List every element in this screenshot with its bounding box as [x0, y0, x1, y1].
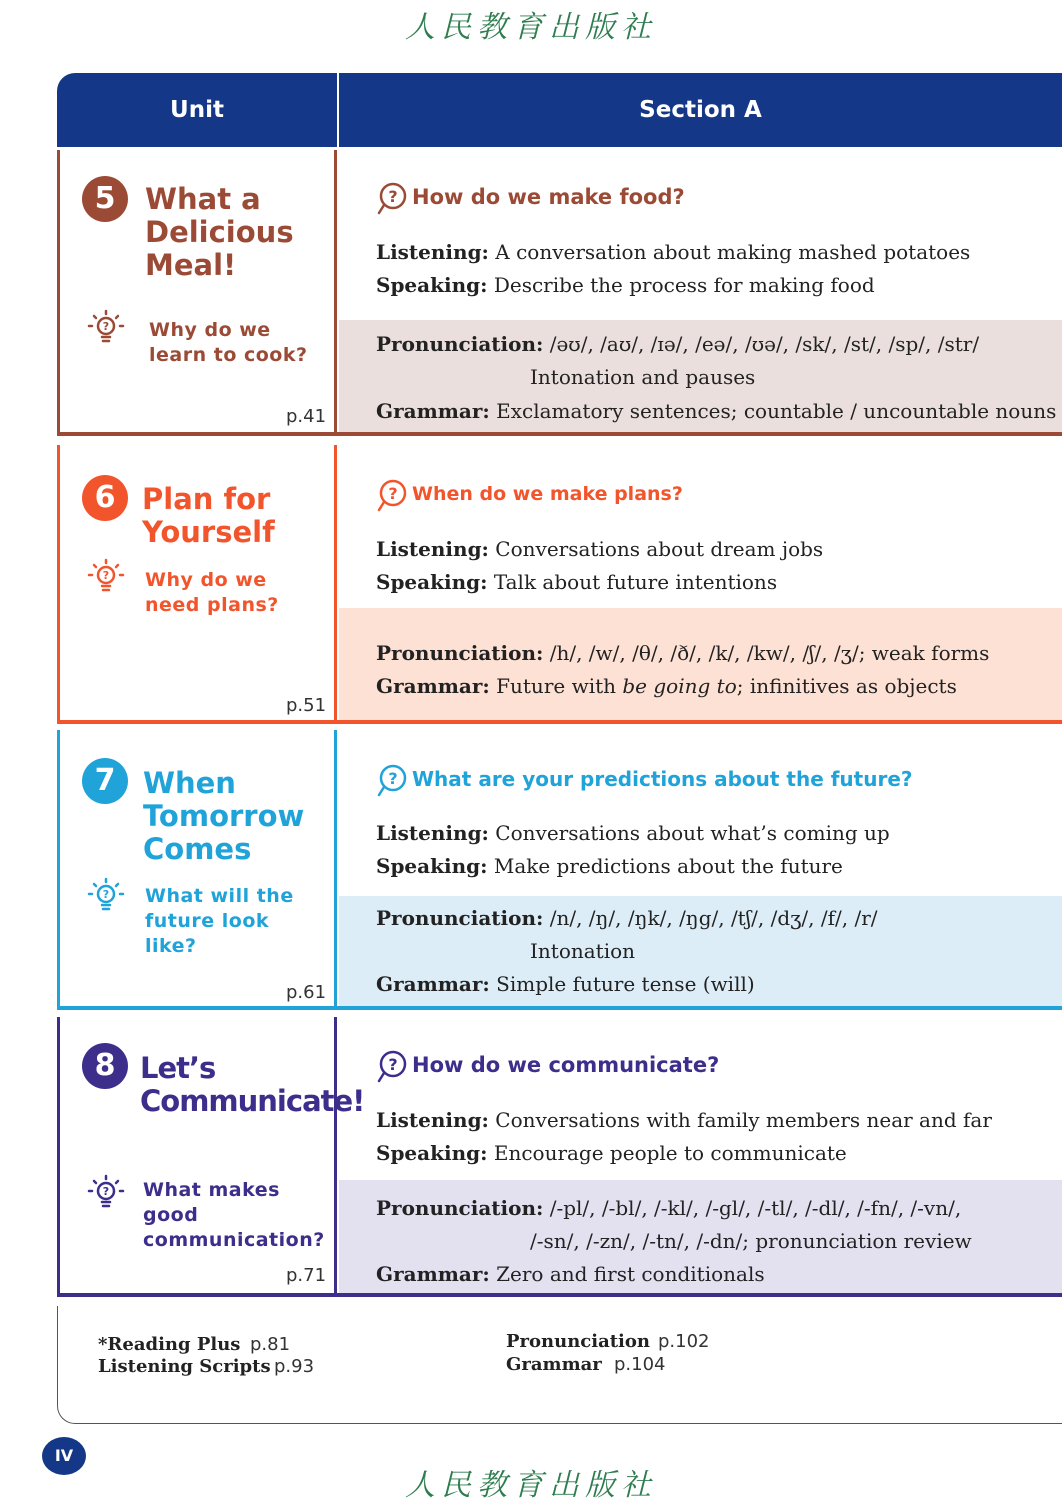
pronunciation-appendix-page: p.102 [658, 1331, 710, 1352]
unit-why-question: What will the future look like? [145, 885, 294, 957]
listening-scripts-label: Listening Scripts [98, 1356, 271, 1377]
grammar-line: Grammar: Simple future tense (will) [376, 972, 755, 996]
unit-7-row [57, 730, 1062, 1010]
listening-line: Listening: Conversations about what’s coming up [376, 821, 890, 845]
question-icon [375, 478, 409, 512]
pronunciation-line-2: /-sn/, /-zn/, /-tn/, /-dn/; pronunciation review [530, 1229, 972, 1253]
speaking-line: Speaking: Make predictions about the future [376, 854, 843, 878]
section-question: When do we make plans? [412, 483, 683, 505]
pronunciation-line: Pronunciation: /-pl/, /-bl/, /-kl/, /-gl/, /-tl/, /-dl/, /-fn/, /-vn/, [376, 1196, 962, 1220]
unit-8-row [57, 1017, 1062, 1297]
unit-5-row [57, 150, 1062, 436]
listening-line: Listening: Conversations with family members near and far [376, 1108, 992, 1132]
unit-page-number: p.51 [286, 695, 327, 716]
question-icon [375, 763, 409, 797]
listening-line: Listening: A conversation about making mashed potatoes [376, 240, 971, 264]
unit-page-number: p.61 [286, 982, 327, 1003]
svg-text:?: ? [102, 888, 110, 901]
section-question: What are your predictions about the future? [412, 767, 913, 791]
unit-number-badge: 6 [82, 475, 128, 521]
svg-text:?: ? [102, 320, 110, 333]
pronunciation-line: Pronunciation: /h/, /w/, /θ/, /ð/, /k/, /kw/, /ʃ/, /ʒ/; weak forms [376, 641, 990, 665]
header-section-a: Section A [639, 97, 762, 123]
speaking-line: Speaking: Talk about future intentions [376, 570, 778, 594]
pronunciation-line: Pronunciation: /n/, /ŋ/, /ŋk/, /ŋg/, /tʃ/, /dʒ/, /f/, /r/ [376, 906, 878, 930]
lightbulb-icon [86, 308, 126, 348]
section-question: How do we communicate? [412, 1053, 720, 1077]
svg-text:?: ? [388, 769, 398, 788]
pronunciation-line-2: Intonation [530, 939, 636, 963]
appendix-box [57, 1306, 1062, 1424]
unit-title: Plan for Yourself [142, 482, 275, 549]
publisher-logo-bottom: 人民教育出版社 [405, 1468, 657, 1503]
lightbulb-icon [86, 557, 126, 597]
unit-page-number: p.71 [286, 1265, 327, 1286]
unit-why-question: What makes good communication? [143, 1179, 325, 1251]
lightbulb-icon [86, 1173, 126, 1213]
unit-5-left [57, 150, 337, 436]
unit-7-left [57, 730, 337, 1010]
unit-8-left [57, 1017, 365, 1297]
svg-text:?: ? [388, 1055, 398, 1074]
question-icon [375, 1049, 409, 1083]
unit-divider [57, 720, 1062, 724]
listening-line: Listening: Conversations about dream jobs [376, 537, 824, 561]
lightbulb-icon [86, 876, 126, 916]
unit-page-number: p.41 [286, 406, 327, 427]
section-question: How do we make food? [412, 185, 685, 209]
svg-text:?: ? [388, 484, 398, 503]
grammar-line: Grammar: Future with be going to; infinitives as objects [376, 674, 957, 698]
pronunciation-line: Pronunciation: /əʊ/, /aʊ/, /ɪə/, /eə/, /ʊə/, /sk/, /st/, /sp/, /str/ [376, 332, 980, 356]
unit-number-badge: 5 [82, 176, 128, 222]
page-number-badge: IV [42, 1437, 86, 1475]
grammar-line: Grammar: Zero and first conditionals [376, 1262, 765, 1286]
publisher-logo-top: 人民教育出版社 [405, 10, 657, 45]
pronunciation-line-2: Intonation and pauses [530, 365, 756, 389]
speaking-line: Speaking: Encourage people to communicate [376, 1141, 847, 1165]
unit-number-badge: 8 [82, 1043, 128, 1089]
unit-title: When Tomorrow Comes [143, 766, 305, 866]
unit-why-question: Why do we need plans? [145, 569, 279, 616]
question-icon [375, 181, 409, 215]
table-header [57, 73, 1062, 147]
svg-text:?: ? [388, 187, 398, 206]
listening-scripts-page: p.93 [274, 1356, 315, 1377]
unit-6-left [57, 445, 337, 724]
unit-divider [57, 1006, 1062, 1010]
header-unit: Unit [170, 97, 224, 123]
unit-divider [57, 1293, 1062, 1297]
reading-plus-page: p.81 [250, 1334, 291, 1355]
svg-text:?: ? [102, 1185, 110, 1198]
svg-text:?: ? [102, 569, 110, 582]
unit-divider [57, 432, 1062, 436]
unit-title: Let’s Communicate! [140, 1051, 365, 1118]
unit-6-row [57, 445, 1062, 724]
grammar-appendix-page: p.104 [614, 1354, 666, 1375]
reading-plus-label: *Reading Plus [98, 1334, 241, 1355]
grammar-line: Grammar: Exclamatory sentences; countable / uncountable nouns [376, 399, 1057, 423]
unit-number-badge: 7 [82, 758, 128, 804]
pronunciation-appendix-label: Pronunciation [506, 1331, 650, 1352]
unit-why-question: Why do we learn to cook? [149, 319, 308, 366]
grammar-appendix-label: Grammar [506, 1354, 602, 1375]
unit-title: What a Delicious Meal! [145, 182, 294, 282]
speaking-line: Speaking: Describe the process for making food [376, 273, 875, 297]
